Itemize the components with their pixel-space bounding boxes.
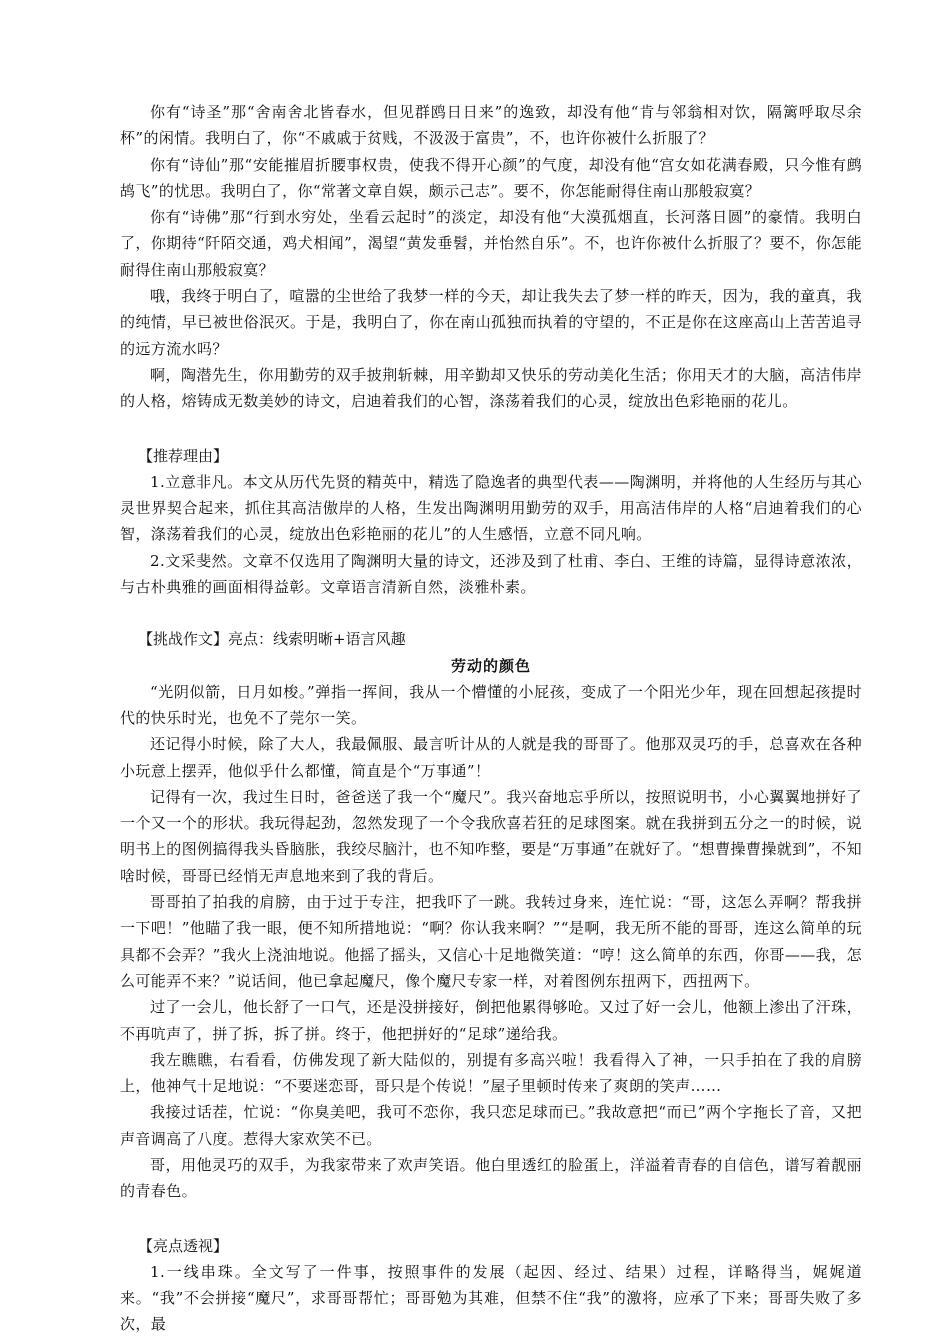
essay-paragraph: 你有“诗佛”那“行到水穷处，坐看云起时”的淡定，却没有他“大漠孤烟直，长河落日圆”的豪情。我明白了，你期待“阡陌交通，鸡犬相闻”，渴望“黄发垂髫，并怡然自乐”。不，也许你被什么折服了？要不，你怎能耐得住南山那般寂寞？ bbox=[120, 208, 862, 279]
spacer bbox=[120, 415, 862, 443]
challenge-paragraph: “光阴似箭，日月如梭。”弹指一挥间，我从一个懵懂的小屁孩，变成了一个阳光少年，现在回想起孩提时代的快乐时光，也免不了莞尔一笑。 bbox=[120, 682, 862, 727]
essay-paragraph: 哦，我终于明白了，喧嚣的尘世给了我梦一样的今天，却让我失去了梦一样的昨天，因为，我的童真，我的纯情，早已被世俗泯灭。于是，我明白了，你在南山孤独而执着的守望的，不正是你在这座高山上苦苦追寻的远方流水吗？ bbox=[120, 287, 862, 358]
challenge-paragraph: 哥哥拍了拍我的肩膀，由于过于专注，把我吓了一跳。我转过身来，连忙说：“哥，这怎么弄啊？帮我拼一下吧！”他瞄了我一眼，便不知所措地说：“啊？你认我来啊？”“是啊，我无所不能的哥哥，连这么简单的玩具都不会弄？”我火上浇油地说。他摇了摇头，又信心十足地微笑道：“哼！这么简单的东西，你哥——我，怎么可能弄不来？”说话间，他已拿起魔尺，像个魔尺专家一样，对着图例东扭两下，西扭两下。 bbox=[120, 893, 862, 990]
highlights-item: 1.一线串珠。全文写了一件事，按照事件的发展（起因、经过、结果）过程，详略得当，娓娓道来。“我”不会拼接“魔尺”，求哥哥帮忙；哥哥勉为其难，但禁不住“我”的激将，应承了下来；哥哥失败了多次，最 bbox=[120, 1262, 862, 1334]
spacer bbox=[120, 600, 862, 626]
essay-section bbox=[120, 99, 862, 415]
recommend-item: 1.立意非凡。本文从历代先贤的精英中，精选了隐逸者的典型代表——陶渊明，并将他的人生经历与其心灵世界契合起来，抓住其高洁傲岸的人格，生发出陶渊明用勤劳的双手，用高洁伟岸的人格“启迪着我们的心智，涤荡着我们的心灵，绽放出色彩艳丽的花儿”的人生感悟，立意不同凡响。 bbox=[120, 472, 862, 544]
challenge-section bbox=[120, 626, 862, 1204]
essay-paragraph: 你有“诗圣”那“舍南舍北皆春水，但见群鸥日日来”的逸致，却没有他“肯与邻翁相对饮，隔篱呼取尽余杯”的闲情。我明白了，你“不戚戚于贫贱，不汲汲于富贵”，不，也许你被什么折服了？ bbox=[120, 103, 862, 148]
challenge-paragraph: 我左瞧瞧，右看看，仿佛发现了新大陆似的，别提有多高兴啦！我看得入了神，一只手拍在了我的肩膀上，他神气十足地说：“不要迷恋哥，哥只是个传说！”屋子里顿时传来了爽朗的笑声…… bbox=[120, 1050, 862, 1096]
challenge-paragraph: 哥，用他灵巧的双手，为我家带来了欢声笑语。他白里透红的脸蛋上，洋溢着青春的自信色，谱写着靓丽的青春色。 bbox=[120, 1155, 862, 1201]
highlights-section bbox=[120, 1233, 862, 1338]
recommend-item: 2.文采斐然。文章不仅选用了陶渊明大量的诗文，还涉及到了杜甫、李白、王维的诗篇，显得诗意浓浓，与古朴典雅的画面相得益彰。文章语言清新自然，淡雅朴素。 bbox=[120, 551, 862, 597]
challenge-paragraph: 记得有一次，我过生日时，爸爸送了我一个“魔尺”。我兴奋地忘乎所以，按照说明书，小心翼翼地拼好了一个又一个的形状。我玩得起劲，忽然发现了一个令我欣喜若狂的足球图案。就在我拼到五分之一的时候，说明书上的图例搞得我头昏脑胀，我绞尽脑汁，也不知咋整，要是“万事通”在就好了。“想曹操曹操就到”，不知啥时候，哥哥已经悄无声息地来到了我的背后。 bbox=[120, 787, 862, 885]
essay-paragraph: 啊，陶潜先生，你用勤劳的双手披荆斩棘，用辛勤却又快乐的劳动美化生活；你用天才的大脑，高洁伟岸的人格，熔铸成无数美妙的诗文，启迪着我们的心智，涤荡着我们的心灵，绽放出色彩艳丽的花儿。 bbox=[120, 365, 862, 411]
spacer bbox=[120, 1205, 862, 1233]
recommend-section bbox=[120, 443, 862, 601]
essay-paragraph: 你有“诗仙”那“安能摧眉折腰事权贵，使我不得开心颜”的气度，却没有他“宫女如花满春殿，只今惟有鹧鸪飞”的忧思。我明白了，你“常著文章自娱，颇示己志”。要不，你怎能耐得住南山那般寂寞？ bbox=[120, 155, 862, 200]
challenge-paragraph: 过了一会儿，他长舒了一口气，还是没拼接好，倒把他累得够呛。又过了好一会儿，他额上渗出了汗珠，不再吭声了，拼了拆，拆了拼。终于，他把拼好的“足球”递给我。 bbox=[120, 998, 862, 1043]
challenge-paragraph: 我接过话茬，忙说：“你臭美吧，我可不恋你，我只恋足球而已。”我故意把“而已”两个字拖长了音，又把声音调高了八度。惹得大家欢笑不已。 bbox=[120, 1103, 862, 1148]
recommend-heading: 【推荐理由】 bbox=[138, 446, 229, 465]
document-page bbox=[120, 99, 862, 1338]
challenge-heading: 【挑战作文】亮点：线索明晰+语言风趣 bbox=[138, 630, 406, 649]
essay-title: 劳动的颜色 bbox=[450, 656, 531, 675]
highlights-heading: 【亮点透视】 bbox=[138, 1236, 229, 1255]
challenge-paragraph: 还记得小时候，除了大人，我最佩服、最言听计从的人就是我的哥哥了。他那双灵巧的手，总喜欢在各种小玩意上摆弄，他似乎什么都懂，简直是个“万事通”！ bbox=[120, 735, 862, 780]
